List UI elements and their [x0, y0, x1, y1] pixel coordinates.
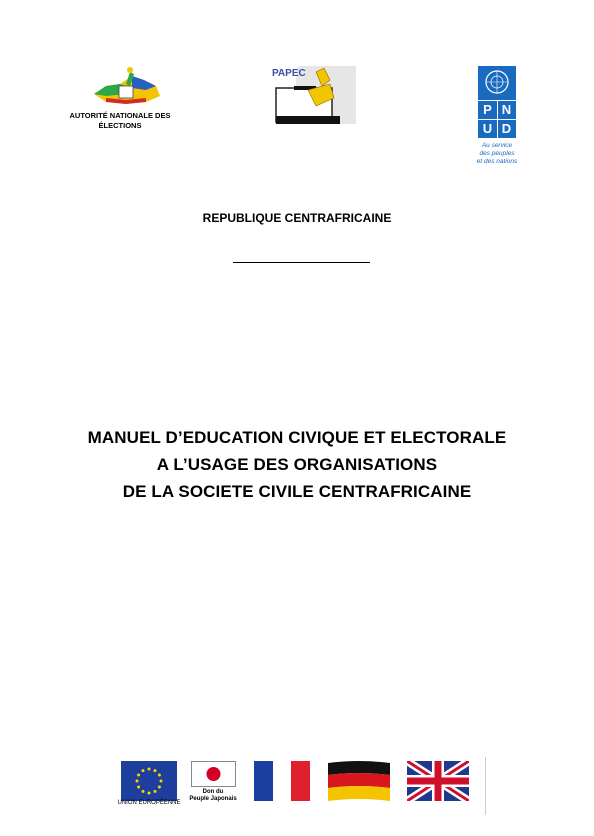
eu-star-icon [142, 769, 145, 772]
pnud-tagline-line2: des peuples [479, 150, 515, 157]
ane-caption-line1: AUTORITÉ NATIONALE DES [69, 111, 171, 120]
eu-star-icon [154, 769, 157, 772]
eu-star-icon [137, 774, 140, 777]
divider [233, 262, 370, 263]
pnud-logo [478, 66, 516, 138]
eu-star-icon [137, 786, 140, 789]
papec-label: PAPEC [272, 68, 306, 79]
eu-star-icon [158, 786, 161, 789]
eu-star-icon [148, 792, 151, 795]
title-line2: A L’USAGE DES ORGANISATIONS [156, 455, 438, 474]
japan-flag [191, 761, 236, 787]
pnud-tagline-line1: Au service [481, 142, 513, 149]
pnud-letter-u: U [482, 121, 493, 136]
un-emblem-icon [478, 66, 516, 100]
eu-flag [121, 761, 177, 801]
footer-divider [485, 757, 486, 815]
pnud-tagline [466, 142, 528, 166]
eu-star-icon [158, 774, 161, 777]
eu-star-icon [160, 780, 163, 783]
eu-star-icon [148, 768, 151, 771]
pnud-letter-n: N [501, 102, 512, 117]
uk-flag [407, 761, 469, 801]
eu-caption: UNION EUROPÉENNE [117, 800, 181, 806]
country-heading: REPUBLIQUE CENTRAFRICAINE [202, 211, 392, 225]
document-title [0, 424, 594, 505]
title-line1: MANUEL D’EDUCATION CIVIQUE ET ELECTORALE [87, 428, 507, 447]
pnud-tagline-line3: et des nations [476, 158, 518, 165]
pnud-letter-p: P [483, 102, 492, 117]
jp-caption-line2: Peuple Japonais [189, 796, 237, 802]
france-flag [254, 761, 310, 801]
ane-caption [62, 111, 178, 131]
jp-caption [182, 789, 244, 803]
title-line3: DE LA SOCIETE CIVILE CENTRAFRICAINE [122, 482, 472, 501]
eu-star-icon [142, 790, 145, 793]
pnud-letter-d: D [501, 121, 512, 136]
eu-star-icon [154, 790, 157, 793]
ane-caption-line2: ÉLECTIONS [98, 121, 142, 130]
eu-star-icon [136, 780, 139, 783]
ane-logo [86, 64, 166, 110]
jp-caption-line1: Don du [202, 789, 224, 795]
germany-flag [328, 761, 390, 801]
